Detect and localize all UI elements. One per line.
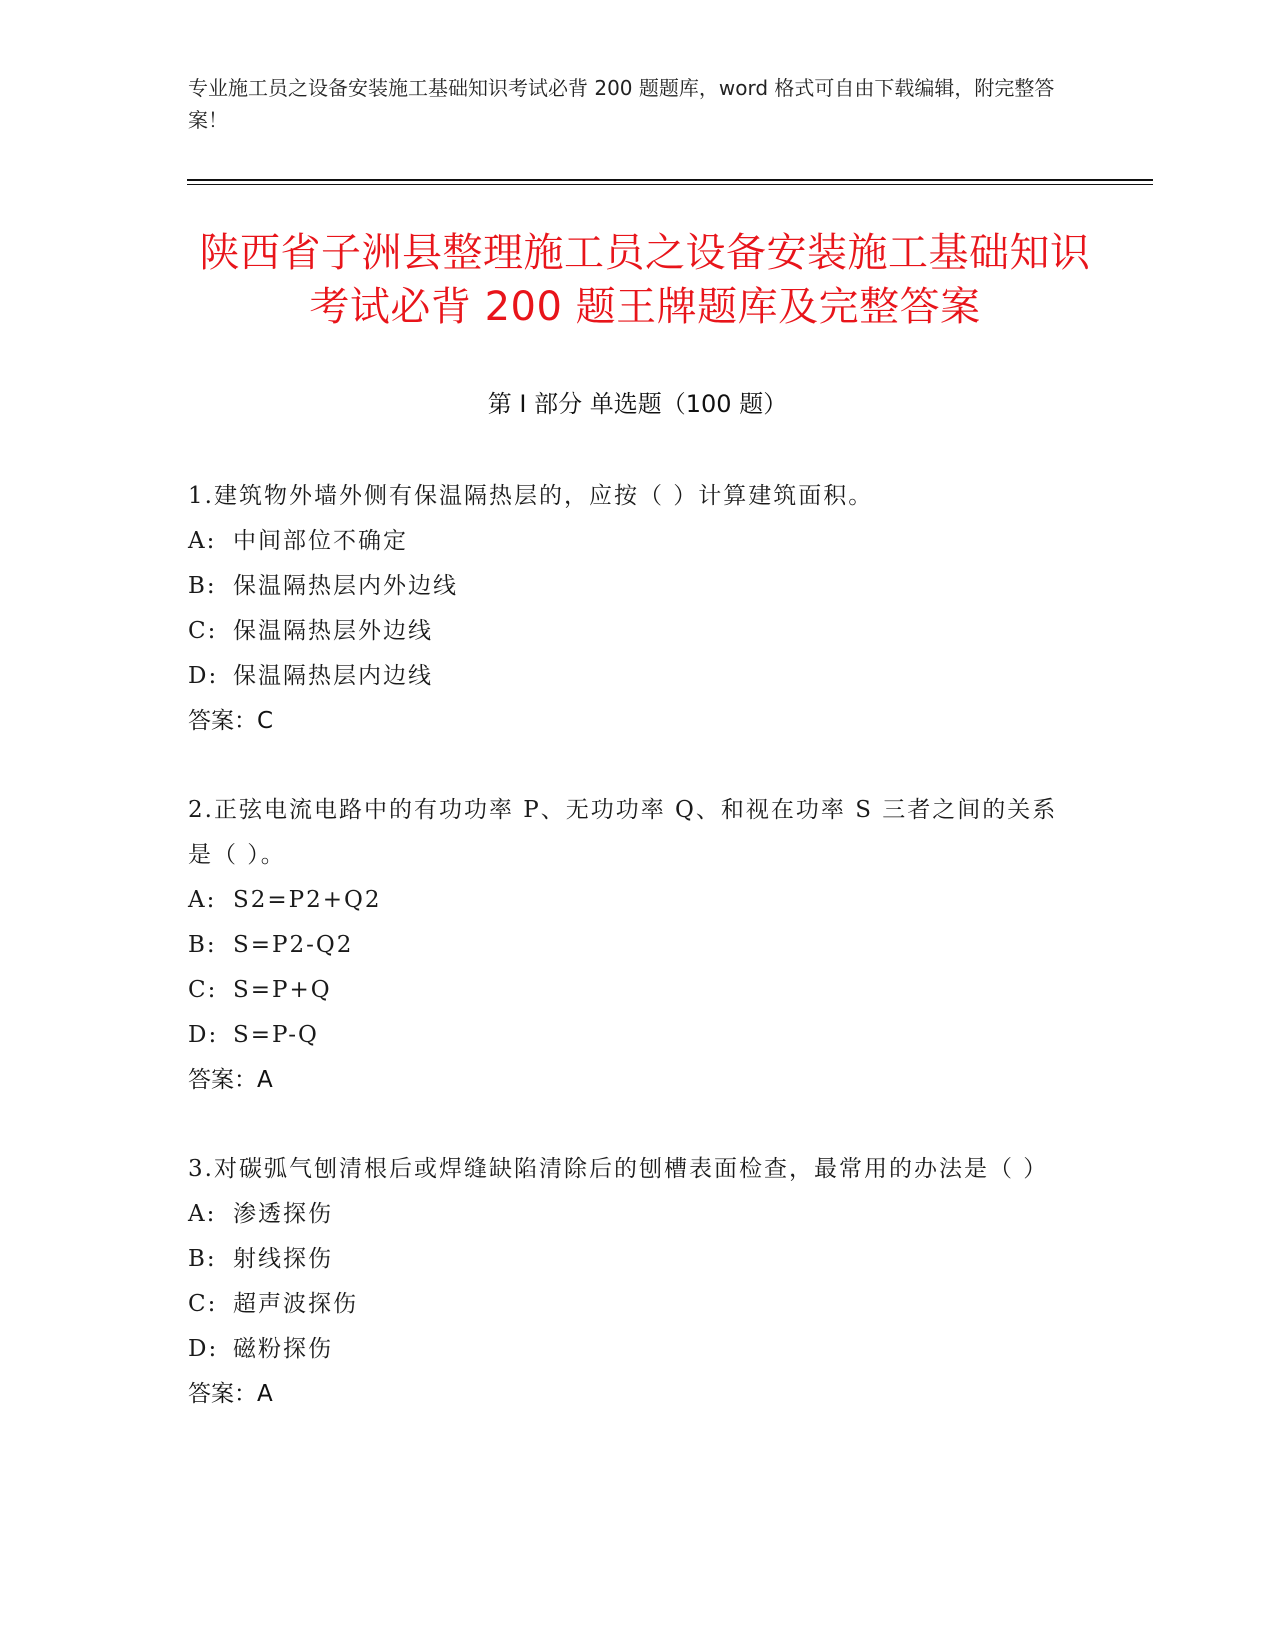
- option-d: [188, 1327, 1068, 1372]
- option-a: [188, 878, 1068, 923]
- option-text: 中间部位不确定: [233, 528, 408, 554]
- option-d: [188, 1013, 1068, 1058]
- option-text: 保温隔热层外边线: [233, 618, 433, 644]
- option-letter: C:: [188, 977, 218, 1003]
- option-letter: B:: [188, 1246, 217, 1272]
- option-b: [188, 564, 1068, 609]
- option-b: [188, 1237, 1068, 1282]
- option-text: S=P2-Q2: [233, 932, 354, 958]
- option-letter: D:: [188, 1336, 219, 1362]
- section-heading: 第 I 部分 单选题（100 题）: [487, 390, 788, 418]
- option-letter: B:: [188, 932, 217, 958]
- option-text: S=P-Q: [233, 1022, 319, 1048]
- option-text: 射线探伤: [233, 1246, 333, 1272]
- option-text: S=P+Q: [233, 977, 332, 1003]
- option-text: 超声波探伤: [233, 1291, 358, 1317]
- option-c: [188, 968, 1068, 1013]
- question-1: [188, 474, 1068, 744]
- question-stem: 1.建筑物外墙外侧有保温隔热层的，应按（ ）计算建筑面积。: [188, 483, 874, 509]
- question-list: [188, 474, 1068, 1461]
- option-c: [188, 1282, 1068, 1327]
- option-b: [188, 923, 1068, 968]
- option-letter: A:: [188, 1201, 217, 1227]
- option-c: [188, 609, 1068, 654]
- header-divider-thin: [187, 184, 1153, 185]
- answer-label: 答案：C: [188, 708, 274, 734]
- document-title: 陕西省子洲县整理施工员之设备安装施工基础知识考试必背 200 题王牌题库及完整答案: [199, 230, 1091, 330]
- option-letter: C:: [188, 618, 218, 644]
- option-letter: A:: [188, 528, 217, 554]
- question-3: [188, 1147, 1068, 1417]
- option-text: 渗透探伤: [233, 1201, 333, 1227]
- option-text: 磁粉探伤: [233, 1336, 333, 1362]
- option-letter: B:: [188, 573, 217, 599]
- option-letter: D:: [188, 663, 219, 689]
- question-stem: 2.正弦电流电路中的有功功率 P、无功功率 Q、和视在功率 S 三者之间的关系是（ ）。: [188, 797, 1058, 868]
- answer-label: 答案：A: [188, 1381, 273, 1407]
- option-text: 保温隔热层内边线: [233, 663, 433, 689]
- option-letter: C:: [188, 1291, 218, 1317]
- option-letter: D:: [188, 1022, 219, 1048]
- option-a: [188, 519, 1068, 564]
- option-text: S2=P2+Q2: [233, 887, 382, 913]
- option-d: [188, 654, 1068, 699]
- question-stem: 3.对碳弧气刨清根后或焊缝缺陷清除后的刨槽表面检查，最常用的办法是（ ）: [188, 1156, 1049, 1182]
- answer-label: 答案：A: [188, 1067, 273, 1093]
- option-text: 保温隔热层内外边线: [233, 573, 458, 599]
- option-a: [188, 1192, 1068, 1237]
- question-2: [188, 788, 1068, 1103]
- option-letter: A:: [188, 887, 217, 913]
- header-note: 专业施工员之设备安装施工基础知识考试必背 200 题题库，word 格式可自由下载编辑，附完整答案！: [188, 76, 1055, 132]
- header-divider-thick: [187, 179, 1153, 181]
